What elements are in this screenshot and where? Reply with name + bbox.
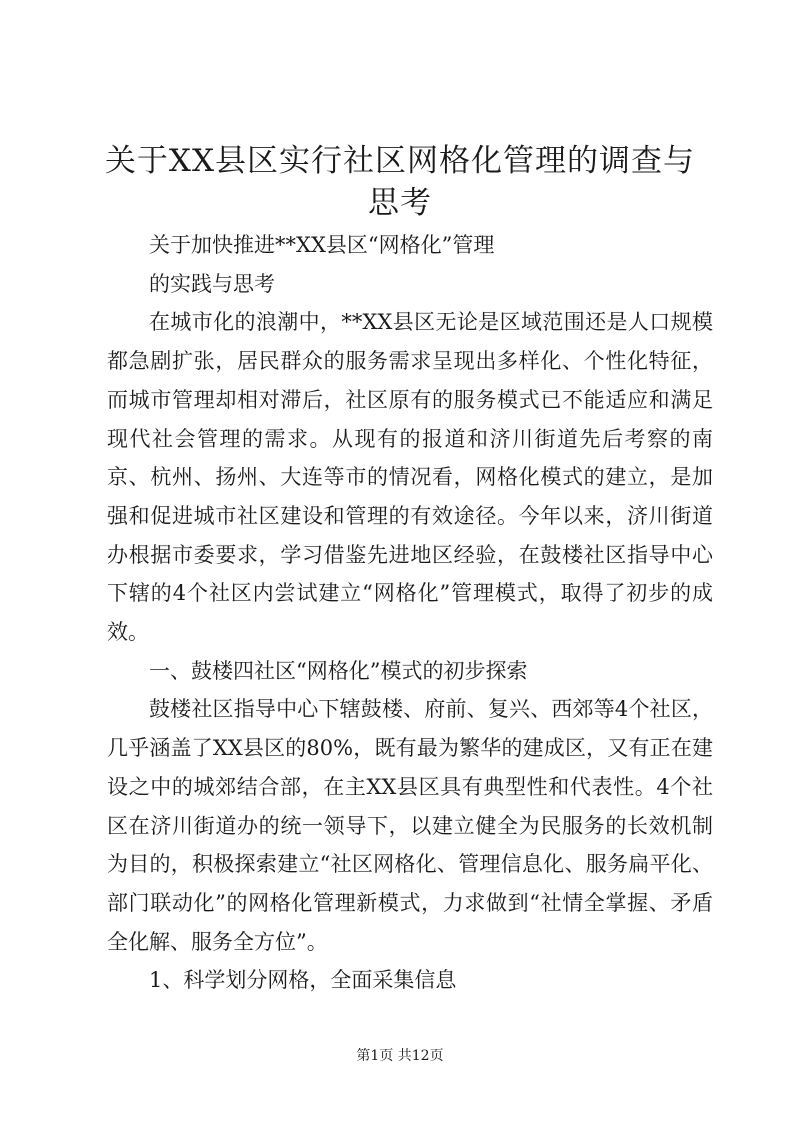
document-body [107,226,713,1000]
subtitle-line-1: 关于加快推进**XX县区“网格化”管理 [149,233,495,257]
subtitle-line-2: 的实践与思考 [149,271,275,296]
page-footer: 第1页 共12页 [356,1048,444,1064]
intro-paragraph: 在城市化的浪潮中，**XX县区无论是区域范围还是人口规模都急剧扩张，居民群众的服务需求呈现出多样化、个性化特征，而城市管理却相对滞后，社区原有的服务模式已不能适应和满足现代社会管理的需求。从现有的报道和济川街道先后考察的南京、杭州、扬州、大连等市的情况看，网格化模式的建立，是加强和促进城市社区建设和管理的有效途径。今年以来，济川街道办根据市委要求，学习借鉴先进地区经验，在鼓楼社区指导中心下辖的4个社区内尝试建立“网格化”管理模式，取得了初步的成效。 [107,310,713,645]
document-title: 关于XX县区实行社区网格化管理的调查与思考 [104,143,696,221]
subsection-heading-1: 1、科学划分网格，全面采集信息 [149,968,457,993]
section-heading-1: 一、鼓楼四社区“网格化”模式的初步探索 [149,658,528,683]
section-1-paragraph: 鼓楼社区指导中心下辖鼓楼、府前、复兴、西郊等4个社区，几乎涵盖了XX县区的80%，既有最为繁华的建成区，又有正在建设之中的城郊结合部，在主XX县区具有典型性和代表性。4个社区在济川街道办的统一领导下，以建立健全为民服务的长效机制为目的，积极探索建立“社区网格化、管理信息化、服务扁平化、部门联动化”的网格化管理新模式，力求做到“社情全掌握、矛盾全化解、服务全方位”。 [107,697,713,954]
